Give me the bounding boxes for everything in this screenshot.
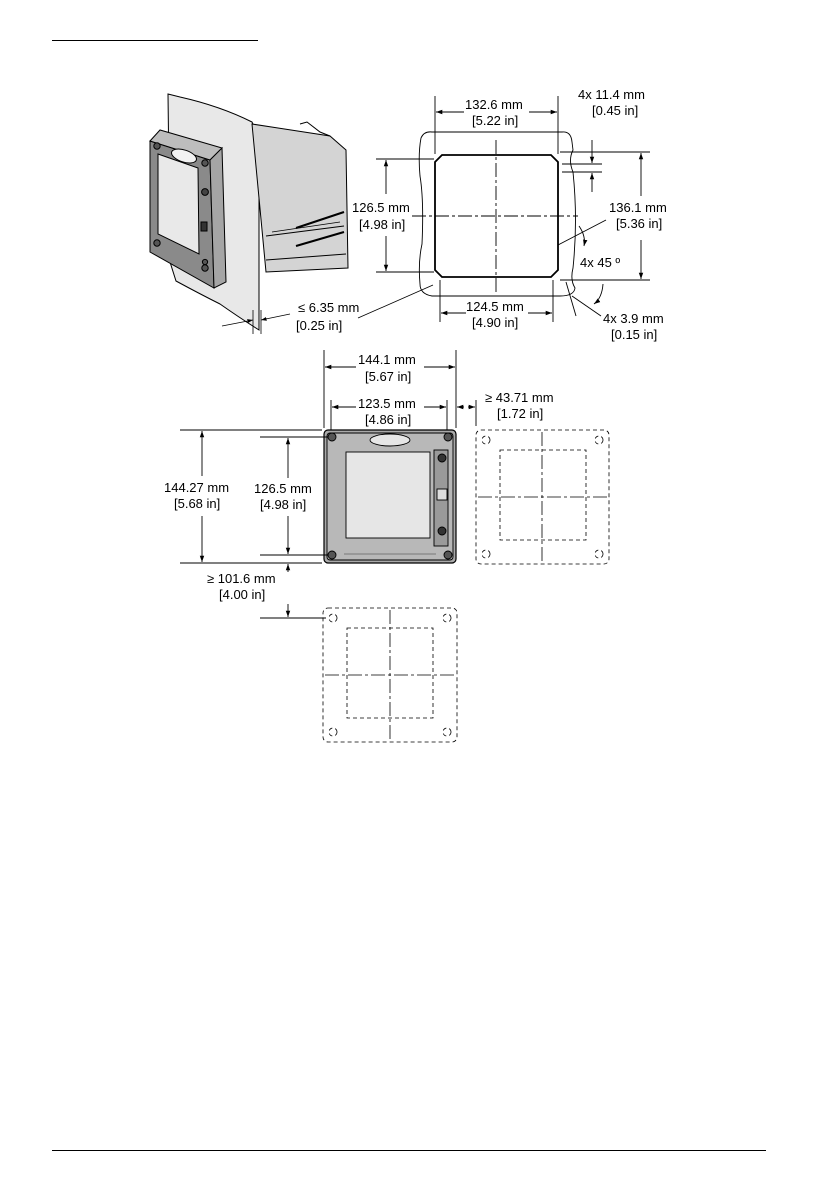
chamfer-angle-label: 4x 45 º (580, 255, 621, 270)
adjacent-unit-outline-right (476, 430, 610, 564)
cutout-inner-width-label: 124.5 mm (466, 299, 524, 314)
hole-spacing-height-label: 126.5 mm (254, 481, 312, 496)
corner-tab-label: 4x 11.4 mm (578, 87, 645, 102)
panel-thickness-inch-label: [0.25 in] (296, 318, 343, 333)
adjacent-unit-outline-below (323, 608, 457, 742)
bezel-width-inch-label: [5.67 in] (365, 369, 412, 384)
bezel-height-label: 144.27 mm (164, 480, 230, 495)
cutout-overall-height-label: 136.1 mm (609, 200, 667, 215)
cutout-width-inch-label: [5.22 in] (472, 113, 519, 128)
corner-chamfer-label: 4x 3.9 mm (603, 311, 664, 326)
corner-tab-inch-label: [0.45 in] (592, 103, 639, 118)
side-clearance-label: ≥ 43.71 mm (485, 390, 554, 405)
panel-thickness-label: ≤ 6.35 mm (298, 300, 360, 315)
side-clearance-inch-label: [1.72 in] (497, 406, 544, 421)
cutout-width-label: 132.6 mm (465, 97, 523, 112)
vertical-clearance-inch-label: [4.00 in] (219, 587, 266, 602)
corner-chamfer-inch-label: [0.15 in] (611, 327, 658, 342)
bezel-width-label: 144.1 mm (358, 352, 416, 367)
hole-spacing-width-inch-label: [4.86 in] (365, 412, 412, 427)
bezel-height-inch-label: [5.68 in] (174, 496, 221, 511)
cutout-height-label: 126.5 mm (352, 200, 410, 215)
hole-spacing-width-label: 123.5 mm (358, 396, 416, 411)
cutout-height-inch-label: [4.98 in] (359, 217, 406, 232)
controller-perspective-view (150, 94, 348, 330)
vertical-clearance-label: ≥ 101.6 mm (207, 571, 276, 586)
cutout-overall-height-inch-label: [5.36 in] (616, 216, 663, 231)
hole-spacing-height-inch-label: [4.98 in] (260, 497, 307, 512)
footer-rule (52, 1150, 766, 1151)
cutout-inner-width-inch-label: [4.90 in] (472, 315, 519, 330)
